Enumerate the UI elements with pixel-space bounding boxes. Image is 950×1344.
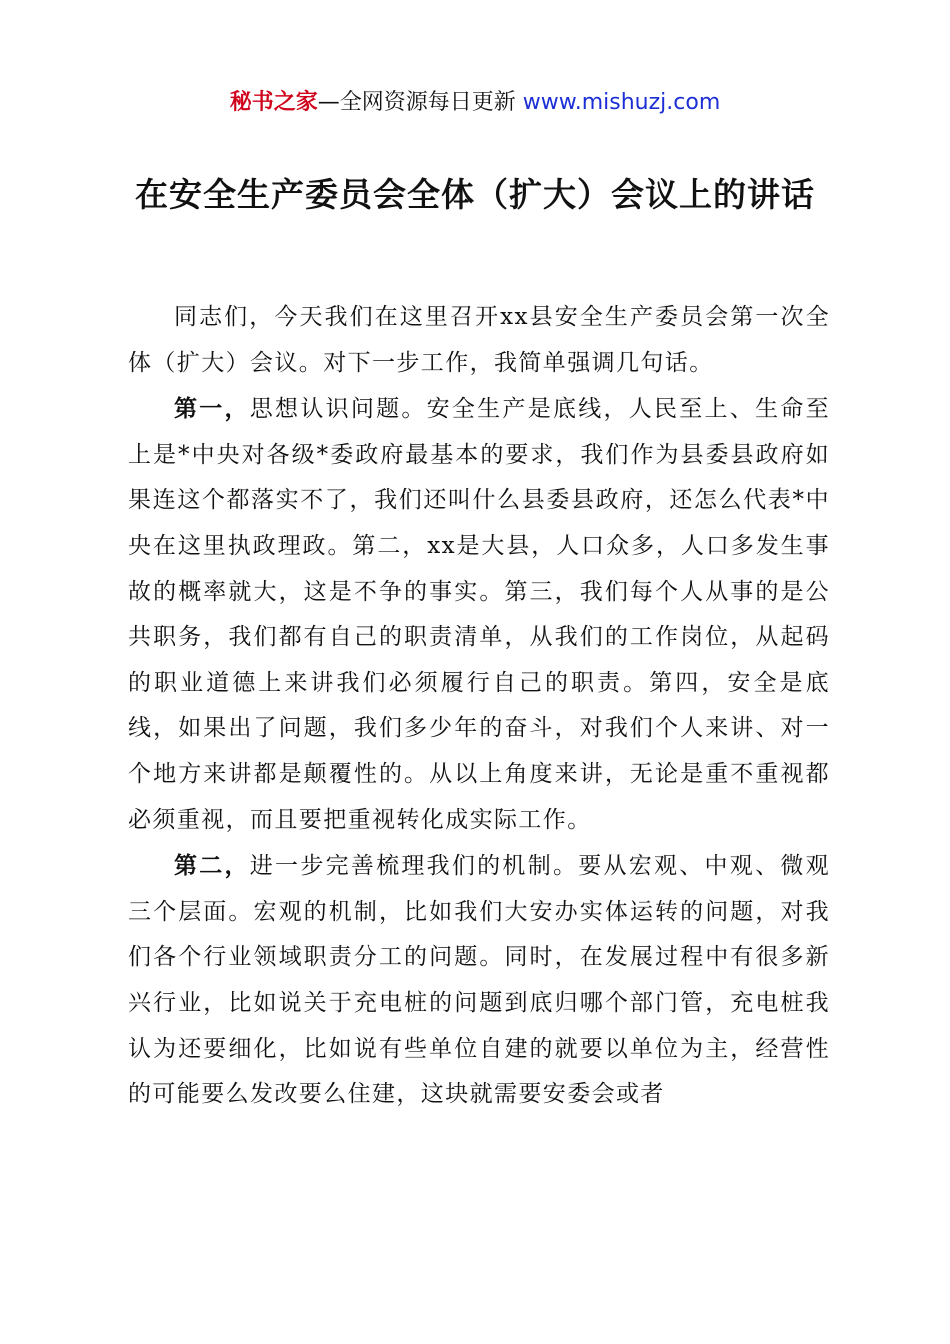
paragraph-text: 进一步完善梳理我们的机制。要从宏观、中观、微观三个层面。宏观的机制，比如我们大安办实体运转的问题，对我们各个行业领域职责分工的问题。同时，在发展过程中有很多新兴行业，比如说关于充电桩的问题到底归哪个部门管，充电桩我认为还要细化，比如说有些单位自建的就要以单位为主，经营性的可能要么发改要么住建，这块就需要安委会或者 <box>128 853 830 1108</box>
site-brand: 秘书之家 <box>229 90 318 115</box>
document-body <box>128 294 830 1118</box>
paragraph-text: 同志们，今天我们在这里召开xx县安全生产委员会第一次全体（扩大）会议。对下一步工作，我简单强调几句话。 <box>128 304 830 376</box>
site-tagline: —全网资源每日更新 <box>317 90 523 115</box>
paragraph-intro <box>128 294 830 386</box>
paragraph-second-point <box>128 843 830 1118</box>
paragraph-lead: 第二， <box>174 852 250 880</box>
paragraph-lead: 第一， <box>174 395 250 423</box>
site-header <box>0 86 950 120</box>
document-title: 在安全生产委员会全体（扩大）会议上的讲话 <box>135 175 815 214</box>
paragraph-text: 思想认识问题。安全生产是底线，人民至上、生命至上是*中央对各级*委政府最基本的要求，我们作为县委县政府如果连这个都落实不了，我们还叫什么县委县政府，还怎么代表*中央在这里执政理政。第二，xx是大县，人口众多，人口多发生事故的概率就大，这是不争的事实。第三，我们每个人从事的是公共职务，我们都有自己的职责清单，从我们的工作岗位，从起码的职业道德上来讲我们必须履行自己的职责。第四，安全是底线，如果出了问题，我们多少年的奋斗，对我们个人来讲、对一个地方来讲都是颠覆性的。从以上角度来讲，无论是重不重视都必须重视，而且要把重视转化成实际工作。 <box>128 396 830 833</box>
paragraph-first-point <box>128 386 830 843</box>
site-url-link[interactable]: www.mishuzj.com <box>522 90 721 115</box>
